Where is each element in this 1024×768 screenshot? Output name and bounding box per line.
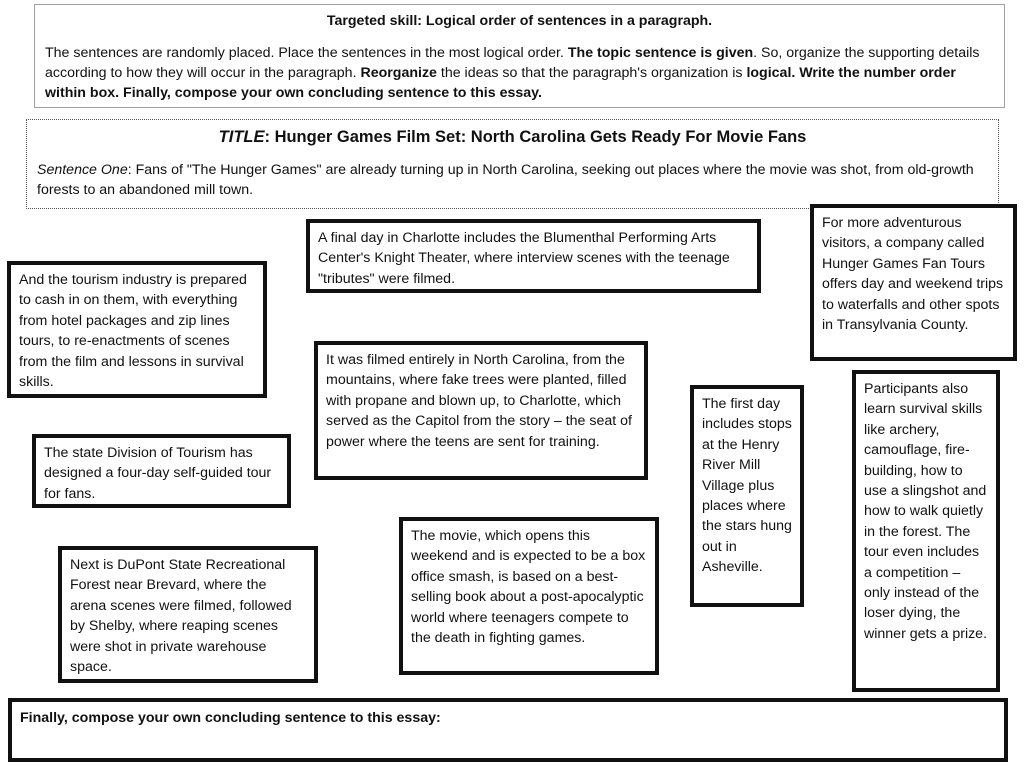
targeted-skill-heading: Targeted skill: Logical order of sentences in a paragraph. [326,13,713,29]
instructions-bold-3: logical. Write the number order within box. Finally, compose your own concluding sentence to this essay. [45,65,956,101]
concluding-sentence-label: Finally, compose your own concluding sentence to this essay: [20,710,441,726]
sentence-card-survival-skills[interactable]: Participants also learn survival skills like archery, camouflage, fire-building, how to use a slingshot and how to walk quietly in the forest. The tour even includes a competition – only instead of the loser dying, the winner gets a prize. [852,370,1000,692]
instructions-part-1: The sentences are randomly placed. Place the sentences in the most logical order. [45,45,568,61]
sentence-one-label: Sentence One [37,162,128,178]
sentence-card-filmed-entirely[interactable]: It was filmed entirely in North Carolina, from the mountains, where fake trees were planted, filled with propane and blown up, to Charlotte, which served as the Capitol from the story – the seat of power where the teens are sent for training. [314,341,648,480]
sentence-card-movie-opens[interactable]: The movie, which opens this weekend and is expected to be a box office smash, is based on a best-selling book about a post-apocalyptic world where teenagers compete to the death in fighting games. [399,517,659,675]
essay-title [37,126,988,148]
sentence-card-tourism-industry[interactable]: And the tourism industry is prepared to cash in on them, with everything from hotel packages and zip lines tours, to re-enactments of scenes from the film and lessons in survival skills. [7,261,267,398]
title-label: TITLE [218,128,265,146]
instructions-bold-1: The topic sentence is given [567,45,754,61]
instructions-part-3: the ideas so that the paragraph's organization is [436,65,747,81]
instructions-bold-2: Reorganize [360,65,437,81]
instructions-text [45,43,994,103]
instructions-box [34,4,1005,108]
sentence-one [37,160,988,200]
sentence-card-charlotte-final-day[interactable]: A final day in Charlotte includes the Blumenthal Performing Arts Center's Knight Theater, where interview scenes with the teenage "tributes" were filmed. [306,219,761,293]
essay-title-box [26,119,999,209]
sentence-one-text: : Fans of "The Hunger Games" are already turning up in North Carolina, seeking out places where the movie was shot, from old-growth forests to an abandoned mill town. [37,162,974,198]
title-text: : Hunger Games Film Set: North Carolina Gets Ready For Movie Fans [264,128,807,146]
concluding-sentence-box[interactable] [8,698,1008,762]
sentence-card-first-day[interactable]: The first day includes stops at the Henry River Mill Village plus places where the stars hung out in Asheville. [690,385,804,607]
sentence-card-division-of-tourism[interactable]: The state Division of Tourism has designed a four-day self-guided tour for fans. [32,434,291,508]
instructions-part-2: . So, organize the supporting details according to how they will occur in the paragraph. [45,45,980,81]
sentence-card-adventurous-visitors[interactable]: For more adventurous visitors, a company called Hunger Games Fan Tours offers day and weekend trips to waterfalls and other spots in Transylvania County. [810,204,1017,361]
sentence-card-dupont-forest[interactable]: Next is DuPont State Recreational Forest near Brevard, where the arena scenes were filmed, followed by Shelby, where reaping scenes were shot in private warehouse space. [58,546,318,683]
